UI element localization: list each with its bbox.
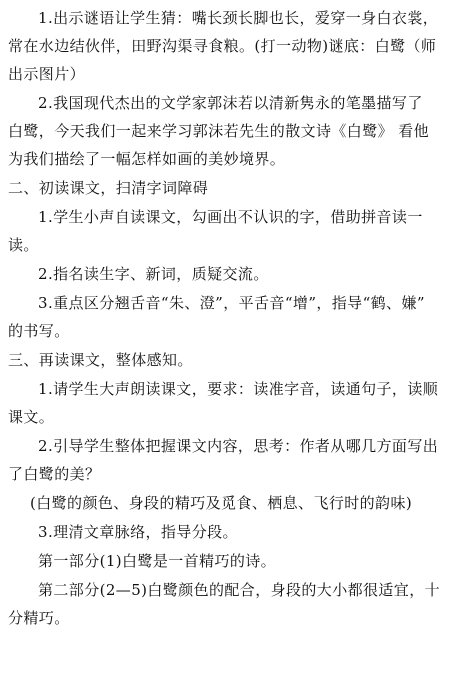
step-3-2-line-2: 了白鹭的美？ bbox=[8, 465, 101, 483]
riddle-line-3: 出示图片） bbox=[8, 65, 86, 83]
step-2-3-line-2: 的书写。 bbox=[8, 322, 70, 340]
step-3-1-line-1: 1.请学生大声朗读课文，要求：读准字音，读通句子，读顺 bbox=[38, 380, 439, 398]
part-2-line-1: 第二部分(2—5)白鹭颜色的配合，身段的大小都很适宜，十 bbox=[38, 581, 440, 599]
step-3-2-answer: (白鹭的颜色、身段的精巧及觅食、栖息、飞行时的韵味) bbox=[30, 494, 413, 512]
riddle-line-2: 常在水边结伙伴，田野沟渠寻食粮。(打一动物)谜底：白鹭（师 bbox=[8, 37, 437, 55]
part-2-line-2: 分精巧。 bbox=[8, 609, 70, 627]
intro-line-1: 2.我国现代杰出的文学家郭沫若以清新隽永的笔墨描写了 bbox=[38, 94, 423, 112]
step-3-2-line-1: 2.引导学生整体把握课文内容，思考：作者从哪几方面写出 bbox=[38, 437, 439, 455]
step-2-1-line-2: 读。 bbox=[8, 236, 39, 254]
step-2-2: 2.指名读生字、新词，质疑交流。 bbox=[38, 265, 269, 283]
section-heading-2: 二、初读课文，扫清字词障碍 bbox=[8, 179, 209, 197]
part-1: 第一部分(1)白鹭是一首精巧的诗。 bbox=[38, 552, 277, 570]
step-2-1-line-1: 1.学生小声自读课文，勾画出不认识的字，借助拼音读一 bbox=[38, 208, 423, 226]
section-heading-3: 三、再读课文，整体感知。 bbox=[8, 351, 193, 369]
step-3-1-line-2: 课文。 bbox=[8, 408, 55, 426]
step-2-3-line-1: 3.重点区分翘舌音“朱、澄”，平舌音“增”，指导“鹤、嫌” bbox=[38, 294, 425, 312]
riddle-line-1: 1.出示谜语让学生猜：嘴长颈长脚也长，爱穿一身白衣裳， bbox=[38, 9, 439, 27]
intro-line-3: 为我们描绘了一幅怎样如画的美妙境界。 bbox=[8, 150, 286, 168]
intro-line-2: 白鹭，今天我们一起来学习郭沫若先生的散文诗《白鹭》 看他 bbox=[8, 122, 429, 140]
step-3-3: 3.理清文章脉络，指导分段。 bbox=[38, 523, 238, 541]
